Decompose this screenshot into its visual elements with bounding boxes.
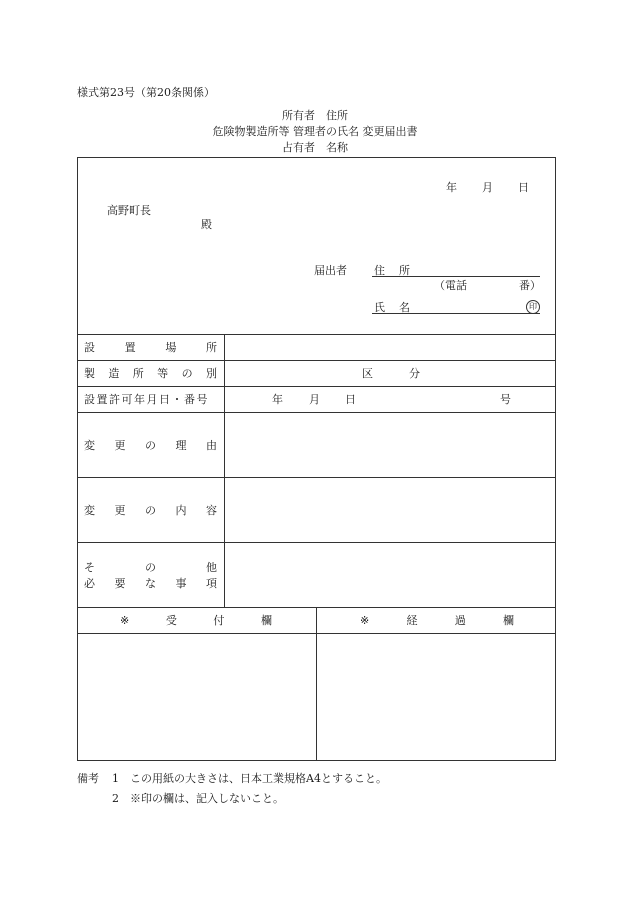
label-other-1: そ の 他: [84, 561, 217, 574]
row-divider: [77, 412, 556, 413]
label-other-2: 必 要 な 事 項: [84, 577, 217, 590]
note-1-number: 1: [112, 772, 119, 785]
permit-number: 号: [500, 393, 511, 406]
form-number: 様式第23号（第20条関係）: [77, 86, 215, 99]
column-divider: [224, 334, 225, 607]
label-location: 設 置 場 所: [84, 341, 217, 354]
row-divider: [77, 334, 556, 335]
row-divider: [77, 360, 556, 361]
applicant-address-label: 住 所: [374, 264, 410, 277]
date-year: 年: [446, 181, 457, 194]
row-divider: [77, 477, 556, 478]
date-month: 月: [482, 181, 493, 194]
title-line-2: 危険物製造所等 管理者の氏名 変更届出書: [212, 125, 418, 138]
permit-year: 年: [272, 393, 283, 406]
note-2-text: ※印の欄は、記入しないこと。: [130, 792, 284, 805]
seal-icon: 印: [526, 300, 540, 314]
title-line-1: 所有者 住所: [282, 109, 348, 122]
permit-month: 月: [309, 393, 320, 406]
phone-close: 番）: [519, 279, 541, 292]
note-2-number: 2: [112, 792, 119, 805]
column-divider: [316, 607, 317, 761]
row-divider: [77, 542, 556, 543]
title-line-3: 占有者 名称: [282, 141, 348, 154]
row-divider: [77, 386, 556, 387]
label-class: 区 分: [362, 367, 420, 380]
phone-open: （電話: [434, 279, 467, 292]
addressee-name: 高野町長: [107, 204, 151, 217]
label-permit: 設置許可年月日・番号: [84, 393, 209, 406]
progress-header: ※ 経 過 欄: [360, 614, 514, 627]
applicant-name-label: 氏 名: [374, 301, 410, 314]
name-underline: [372, 313, 540, 314]
applicant-label: 届出者: [314, 264, 347, 277]
label-facility-type: 製 造 所 等 の 別: [84, 367, 217, 380]
reception-header: ※ 受 付 欄: [120, 614, 272, 627]
notes-label: 備考: [77, 772, 99, 785]
label-reason: 変 更 の 理 由: [84, 439, 217, 452]
permit-day: 日: [345, 393, 356, 406]
label-content: 変 更 の 内 容: [84, 504, 217, 517]
date-day: 日: [518, 181, 529, 194]
address-underline: [372, 276, 540, 277]
note-1-text: この用紙の大きさは、日本工業規格A4とすること。: [130, 772, 387, 785]
addressee-honorific: 殿: [201, 218, 212, 231]
